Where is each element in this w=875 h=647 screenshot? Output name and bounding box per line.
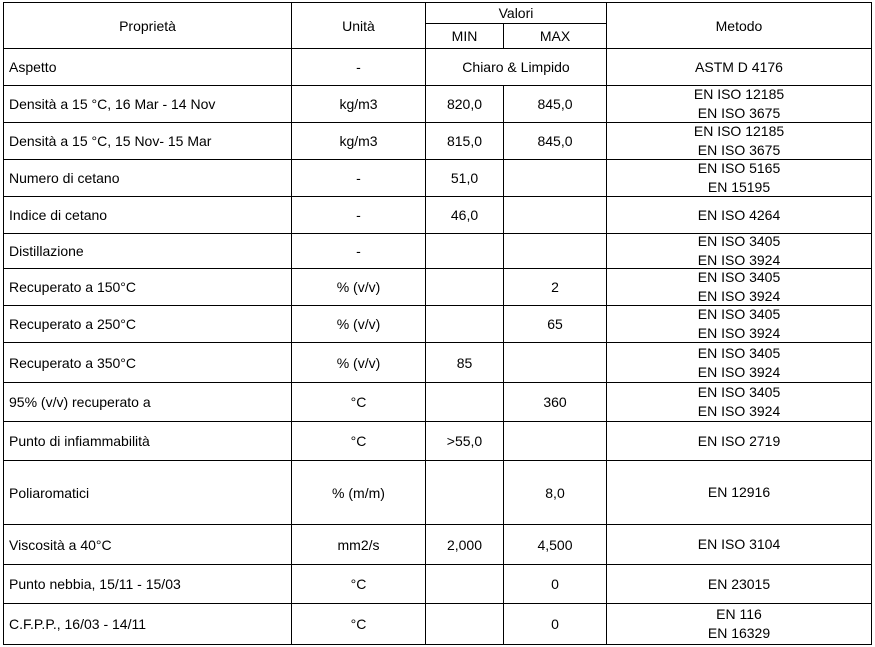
method-line: EN ISO 3924 xyxy=(697,403,781,419)
property-cell: Densità a 15 °C, 16 Mar - 14 Nov xyxy=(3,85,292,123)
unit-cell: °C xyxy=(291,421,426,461)
max-cell: 8,0 xyxy=(503,460,607,525)
unit-cell: - xyxy=(291,233,426,269)
header-min: MIN xyxy=(425,23,504,49)
max-cell: 360 xyxy=(503,382,607,422)
max-cell: 4,500 xyxy=(503,524,607,565)
unit-cell: - xyxy=(291,48,426,86)
unit-cell: - xyxy=(291,159,426,197)
method-line: EN ISO 3924 xyxy=(697,252,781,268)
header-property: Proprietà xyxy=(3,2,292,49)
value-span-cell: Chiaro & Limpido xyxy=(425,48,607,86)
max-cell: 0 xyxy=(503,564,607,604)
method-cell xyxy=(606,48,872,86)
method-cell xyxy=(606,305,872,343)
method-line: EN 15195 xyxy=(707,179,771,195)
method-cell xyxy=(606,159,872,197)
method-cell xyxy=(606,85,872,123)
min-cell xyxy=(425,305,504,343)
method-line: EN 12916 xyxy=(707,484,771,500)
property-cell: Recuperato a 350°C xyxy=(3,342,292,383)
unit-cell: % (m/m) xyxy=(291,460,426,525)
method-line: EN 116 xyxy=(716,606,762,622)
header-unit: Unità xyxy=(291,2,426,49)
method-line: EN ISO 3104 xyxy=(697,536,781,552)
method-cell xyxy=(606,421,872,461)
unit-cell: % (v/v) xyxy=(291,268,426,306)
method-line: EN ISO 2719 xyxy=(697,432,781,449)
min-cell: 46,0 xyxy=(425,196,504,234)
property-cell: Densità a 15 °C, 15 Nov- 15 Mar xyxy=(3,122,292,160)
method-line: EN ISO 3405 xyxy=(697,344,781,361)
property-cell: Distillazione xyxy=(3,233,292,269)
property-cell: 95% (v/v) recuperato a xyxy=(3,382,292,422)
method-line: EN ISO 3405 xyxy=(697,384,781,400)
property-cell: Recuperato a 150°C xyxy=(3,268,292,306)
unit-cell: kg/m3 xyxy=(291,85,426,123)
property-cell: Numero di cetano xyxy=(3,159,292,197)
unit-cell: °C xyxy=(291,603,426,645)
method-line: EN ISO 3675 xyxy=(697,142,781,158)
header-values: Valori xyxy=(425,2,607,24)
max-cell: 65 xyxy=(503,305,607,343)
max-cell xyxy=(503,159,607,197)
method-line: EN ISO 3405 xyxy=(697,269,781,285)
property-cell: Poliaromatici xyxy=(3,460,292,525)
max-cell xyxy=(503,342,607,383)
unit-cell: % (v/v) xyxy=(291,305,426,343)
max-cell: 845,0 xyxy=(503,85,607,123)
unit-cell: °C xyxy=(291,564,426,604)
method-line: EN ISO 3924 xyxy=(697,288,781,304)
unit-cell: °C xyxy=(291,382,426,422)
method-cell xyxy=(606,564,872,604)
property-cell: Punto nebbia, 15/11 - 15/03 xyxy=(3,564,292,604)
min-cell: 51,0 xyxy=(425,159,504,197)
property-cell: Recuperato a 250°C xyxy=(3,305,292,343)
min-cell xyxy=(425,382,504,422)
max-cell xyxy=(503,421,607,461)
header-max: MAX xyxy=(503,23,607,49)
min-cell xyxy=(425,564,504,604)
min-cell: 815,0 xyxy=(425,122,504,160)
unit-cell: mm2/s xyxy=(291,524,426,565)
max-cell xyxy=(503,233,607,269)
min-cell: 85 xyxy=(425,342,504,383)
method-line: EN ISO 3924 xyxy=(697,363,781,380)
property-cell: Aspetto xyxy=(3,48,292,86)
method-cell xyxy=(606,382,872,422)
max-cell: 845,0 xyxy=(503,122,607,160)
method-cell xyxy=(606,233,872,269)
min-cell xyxy=(425,460,504,525)
unit-cell: % (v/v) xyxy=(291,342,426,383)
property-cell: C.F.P.P., 16/03 - 14/11 xyxy=(3,603,292,645)
min-cell: 2,000 xyxy=(425,524,504,565)
method-cell xyxy=(606,342,872,383)
method-cell xyxy=(606,524,872,565)
min-cell: 820,0 xyxy=(425,85,504,123)
min-cell xyxy=(425,268,504,306)
min-cell xyxy=(425,233,504,269)
method-line: EN 16329 xyxy=(707,625,771,641)
method-line: EN ISO 5165 xyxy=(697,160,781,176)
method-line: EN ISO 3405 xyxy=(697,306,781,322)
method-line: EN ISO 3405 xyxy=(697,233,781,249)
max-cell: 0 xyxy=(503,603,607,645)
unit-cell: kg/m3 xyxy=(291,122,426,160)
method-cell xyxy=(606,603,872,645)
max-cell xyxy=(503,196,607,234)
property-cell: Indice di cetano xyxy=(3,196,292,234)
header-method: Metodo xyxy=(606,2,872,49)
method-line: EN 23015 xyxy=(707,575,771,592)
method-cell xyxy=(606,460,872,525)
property-cell: Viscosità a 40°C xyxy=(3,524,292,565)
method-line: EN ISO 12185 xyxy=(693,86,785,102)
method-line: EN ISO 3924 xyxy=(697,325,781,341)
unit-cell: - xyxy=(291,196,426,234)
min-cell xyxy=(425,603,504,645)
property-cell: Punto di infiammabilità xyxy=(3,421,292,461)
min-cell: >55,0 xyxy=(425,421,504,461)
method-line: EN ISO 4264 xyxy=(697,206,781,223)
method-line: ASTM D 4176 xyxy=(695,58,783,75)
method-cell xyxy=(606,268,872,306)
method-cell xyxy=(606,196,872,234)
method-cell xyxy=(606,122,872,160)
max-cell: 2 xyxy=(503,268,607,306)
method-line: EN ISO 3675 xyxy=(697,105,781,121)
method-line: EN ISO 12185 xyxy=(693,123,785,139)
